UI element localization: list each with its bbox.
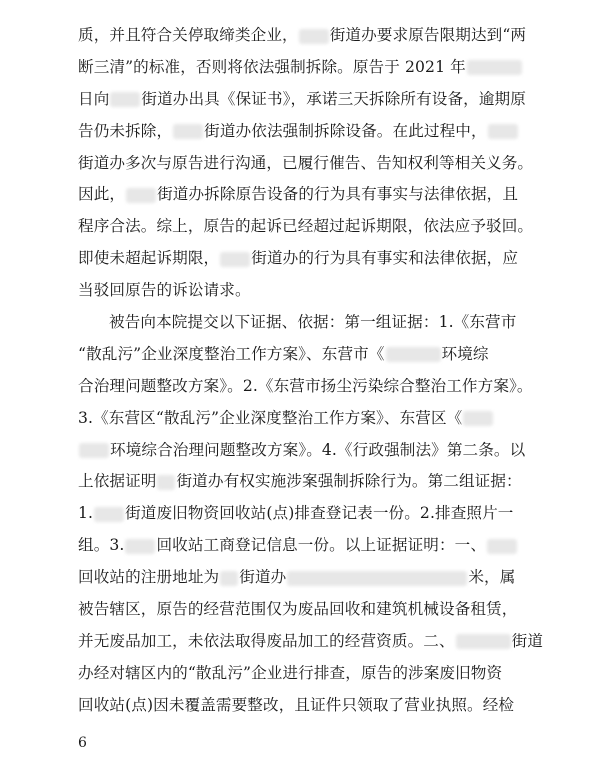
page-number: 6 [78,735,87,751]
text-line: 回收站(点)因未覆盖需要整改，且证件只领取了营业执照。经检 [78,695,515,714]
redacted-text [157,475,175,490]
text-line: 街道办多次与原告进行沟通，已履行催告、告知权利等相关义务。 [78,153,534,172]
text-line: 被告辖区，原告的经营范围仅为废品回收和建筑机械设备租赁， [78,600,518,619]
redacted-text [173,124,203,139]
text-line: 被告向本院提交以下证据、依据：第一组证据：1.《东营市 [109,313,517,332]
text-line: 因此， 街道办拆除原告设备的行为具有事实与法律依据，且 [78,185,519,204]
redacted-text [79,443,109,458]
redacted-text [299,29,329,44]
text-line: 合治理问题整改方案》。2.《东营市扬尘污染综合整治工作方案》。 [78,376,533,395]
redacted-text [110,92,140,107]
redacted-text [487,539,517,554]
redacted-text [220,571,238,586]
redacted-text [220,252,250,267]
text-line: 组。3. 回收站工商登记信息一份。以上证据证明：一、 [78,530,546,562]
text-line: 日向 街道办出具《保证书》，承诺三天拆除所有设备，逾期原 [78,89,526,108]
redacted-text [287,571,467,586]
text-line: 3.《东营区“散乱污”企业深度整治工作方案》、东营区《 [78,403,546,435]
redacted-text [94,507,124,522]
text-line: “散乱污”企业深度整治工作方案》、东营市《 环境综 [78,344,489,363]
redacted-text [125,539,155,554]
redacted-text [386,347,441,362]
redacted-text [126,188,156,203]
text-line: 当驳回原告的诉讼请求。 [78,281,251,300]
text-line: 告仍未拆除， 街道办依法强制拆除设备。在此过程中， [78,116,546,148]
text-line: 1. 街道废旧物资回收站(点)排查登记表一份。2.排查照片一 [78,504,514,523]
text-line: 即使未超起诉期限， 街道办的行为具有事实和法律依据，应 [78,249,519,268]
text-line: 断三清”的标准，否则将依法强制拆除。原告于 2021 年 [78,52,546,84]
text-line: 程序合法。综上，原告的起诉已经超过起诉期限，依法应予驳回。 [78,217,534,236]
redacted-text [488,124,518,139]
text-line: 质，并且符合关停取缔类企业， 街道办要求原告限期达到“两 [78,26,527,44]
text-line: 办经对辖区内的“散乱污”企业进行排查，原告的涉案废旧物资 [78,663,503,682]
document-body [78,20,546,722]
redacted-text [456,634,511,649]
redacted-text [463,411,493,426]
text-line: 并无废品加工，未依法取得废品加工的经营资质。二、 街道 [78,631,544,650]
text-line: 环境综合治理问题整改方案》。4.《行政强制法》第二条。以 [78,435,546,467]
redacted-text [467,60,522,75]
text-line: 回收站的注册地址为 街道办 米，属 [78,568,516,587]
text-line: 上依据证明 街道办有权实施涉案强制拆除行为。第二组证据： [78,472,522,491]
